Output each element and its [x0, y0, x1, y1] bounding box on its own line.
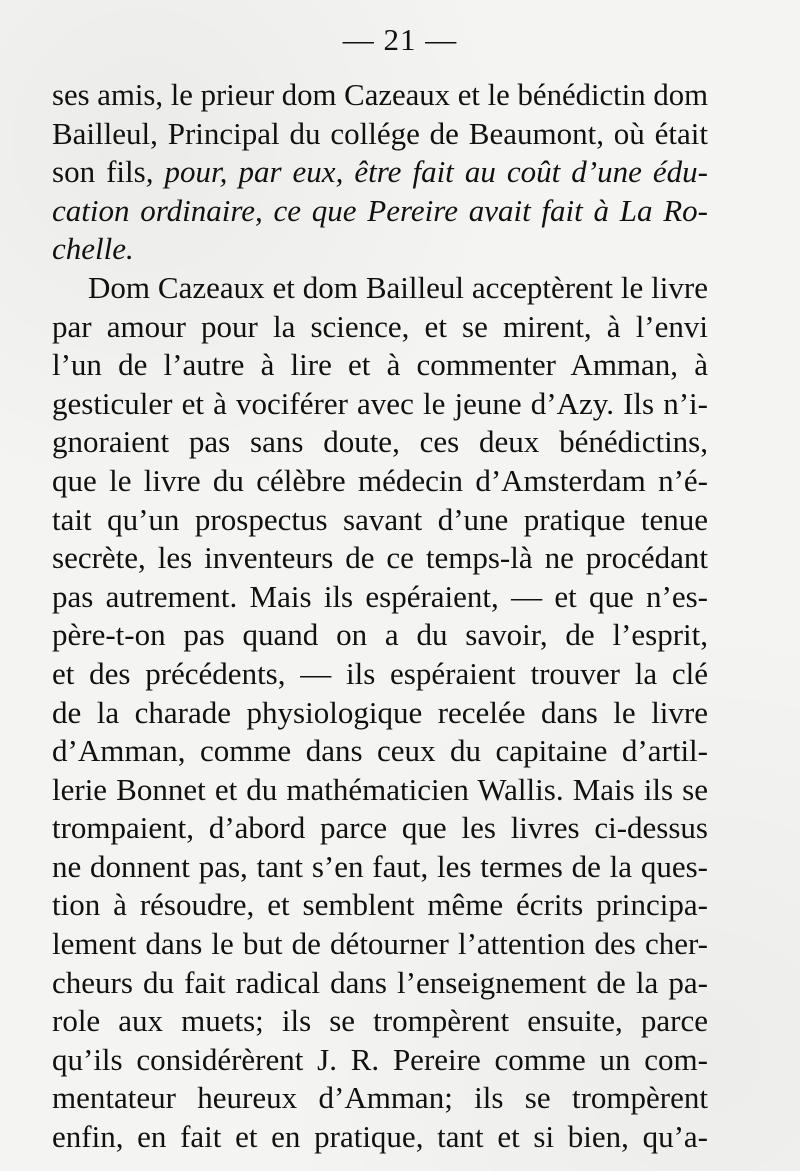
- text-line: [52, 76, 708, 115]
- text-line: [52, 539, 708, 578]
- text-segment: lerie Bonnet et du mathématicien Wallis. Mais ils se: [52, 771, 708, 807]
- text-segment: trompaient, d’abord parce que les livres ci-dessus: [52, 810, 708, 846]
- text-segment: l’un de l’autre à lire et à commenter Amman, à: [52, 347, 708, 383]
- text-segment: secrète, les inventeurs de ce temps-là ne procédant: [52, 540, 708, 576]
- text-segment: et des précédents, — ils espéraient trouver la clé: [52, 655, 708, 691]
- text-line: [52, 423, 708, 462]
- text-line: [52, 655, 708, 694]
- italic-text-segment: , pour, par eux, être fait au coût d’une édu-: [145, 154, 708, 190]
- text-segment: ses amis, le prieur dom Cazeaux et le bénédictin dom: [52, 78, 708, 112]
- text-line: [52, 1118, 708, 1157]
- text-segment: qu’ils considérèrent J. R. Pereire comme un com-: [52, 1041, 708, 1077]
- text-line: [52, 694, 708, 733]
- text-line: [52, 886, 708, 925]
- text-line: [52, 269, 708, 308]
- text-segment: son fils: [52, 154, 146, 190]
- text-segment: role aux muets; ils se trompèrent ensuite, parce: [52, 1003, 708, 1039]
- text-line: [52, 809, 708, 848]
- text-segment: Bailleul, Principal du collége de Beaumont, où était: [52, 115, 708, 151]
- text-line: [52, 925, 708, 964]
- text-segment: lement dans le but de détourner l’attention des cher-: [52, 926, 708, 962]
- text-line: [52, 501, 708, 540]
- text-segment: tion à résoudre, et semblent même écrits principa-: [52, 887, 708, 923]
- body-text: [52, 76, 708, 1157]
- text-line: [52, 230, 708, 269]
- text-segment: cheurs du fait radical dans l’enseignement de la pa-: [52, 964, 708, 1000]
- text-segment: père-t-on pas quand on a du savoir, de l’esprit,: [52, 617, 708, 653]
- text-line: [52, 964, 708, 1003]
- text-segment: d’Amman, comme dans ceux du capitaine d’artil-: [52, 733, 708, 769]
- text-line: [52, 1002, 708, 1041]
- text-segment: mentateur heureux d’Amman; ils se trompèrent: [52, 1080, 708, 1116]
- text-line: [52, 115, 708, 154]
- text-line: [52, 192, 708, 231]
- text-segment: ne donnent pas, tant s’en faut, les termes de la ques-: [52, 848, 708, 884]
- text-line: [52, 153, 708, 192]
- text-line: [52, 771, 708, 810]
- text-line: [52, 616, 708, 655]
- italic-text-segment: cation ordinaire, ce que Pereire avait fait à La Ro-: [52, 192, 708, 228]
- text-segment: de la charade physiologique recelée dans le livre: [52, 694, 708, 730]
- text-line: [52, 732, 708, 771]
- text-segment: que le livre du célèbre médecin d’Amsterdam n’é-: [52, 462, 708, 498]
- text-line: [52, 385, 708, 424]
- text-segment: Dom Cazeaux et dom Bailleul acceptèrent le livre: [88, 269, 708, 305]
- text-line: [52, 1079, 708, 1118]
- text-segment: gesticuler et à vociférer avec le jeune d’Azy. Ils n’i-: [52, 385, 708, 421]
- text-segment: tait qu’un prospectus savant d’une pratique tenue: [52, 501, 708, 537]
- text-segment: pas autrement. Mais ils espéraient, — et que n’es-: [52, 578, 708, 614]
- text-segment: enfin, en fait et en pratique, tant et si bien, qu’a-: [52, 1119, 708, 1155]
- page-number: — 21 —: [342, 22, 458, 57]
- text-line: [52, 578, 708, 617]
- text-line: [52, 848, 708, 887]
- text-line: [52, 1041, 708, 1080]
- italic-text-segment: chelle.: [52, 231, 134, 267]
- text-segment: gnoraient pas sans doute, ces deux bénédictins,: [52, 424, 708, 460]
- text-line: [52, 346, 708, 385]
- text-line: [52, 462, 708, 501]
- text-line: [52, 308, 708, 347]
- text-segment: par amour pour la science, et se mirent, à l’envi: [52, 308, 708, 344]
